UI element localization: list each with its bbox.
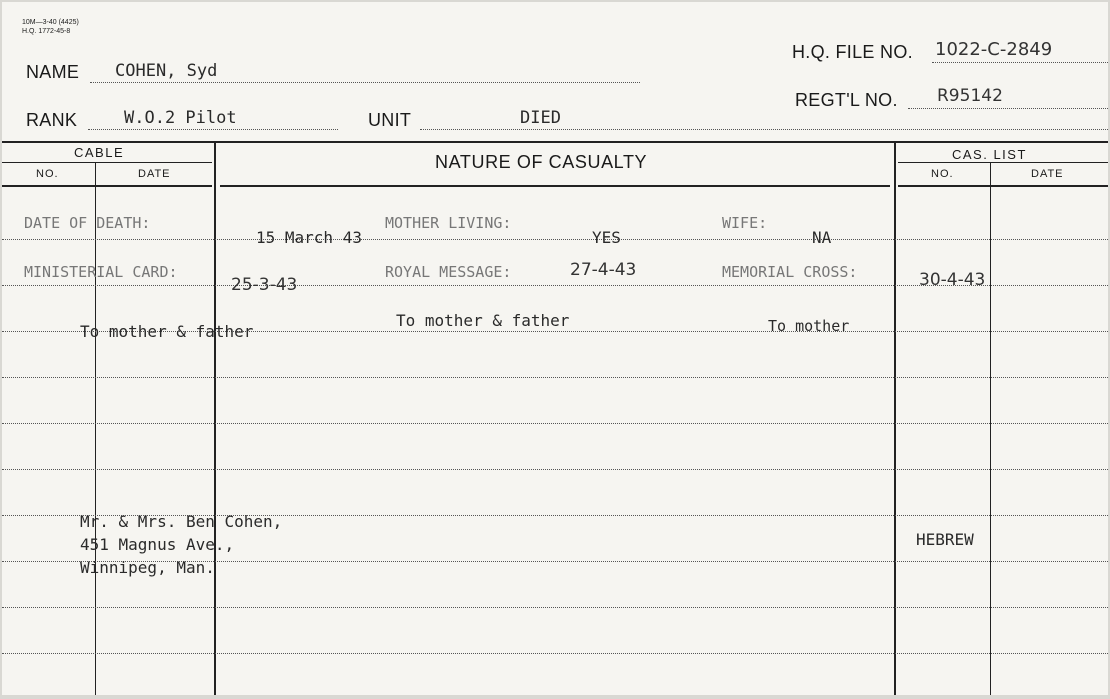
next-of-kin-address: [80, 510, 282, 579]
hq-file-label: H.Q. FILE NO.: [792, 42, 913, 62]
table-top-rule: [2, 141, 1108, 143]
row-rule-10: [2, 653, 1108, 654]
cable-date-header: DATE: [138, 168, 171, 180]
cas-left-rule: [894, 141, 896, 695]
cable-no-header: NO.: [36, 168, 59, 180]
religion-value: HEBREW: [916, 530, 974, 549]
regtl-value: R95142: [937, 86, 1003, 106]
casualty-card: [2, 2, 1108, 695]
row-rule-6: [2, 469, 1108, 470]
cross-recipient: To mother: [768, 317, 850, 335]
cas-no-header: NO.: [931, 168, 954, 180]
address-line-1: Mr. & Mrs. Ben Cohen,: [80, 512, 283, 531]
ministerial-card-label: MINISTERIAL CARD:: [24, 263, 178, 281]
address-line-2: 451 Magnus Ave.,: [80, 535, 235, 554]
royal-recipient: To mother & father: [396, 311, 570, 330]
ministerial-card-value: 25-3-43: [231, 275, 298, 295]
cas-head-rule: [898, 185, 1108, 187]
address-line-3: Winnipeg, Man.: [80, 558, 215, 577]
row-rule-9: [2, 607, 1108, 608]
cable-sub-rule: [2, 162, 212, 163]
wife-value: NA: [812, 228, 832, 247]
cable-head-rule: [2, 185, 212, 187]
rank-underline: [88, 129, 338, 130]
memorial-cross-value: 30-4-43: [919, 270, 986, 290]
ministerial-recipient: To mother & father: [80, 322, 254, 341]
cas-divider: [990, 162, 991, 695]
rank-value: W.O.2 Pilot: [124, 108, 237, 128]
name-value: COHEN, Syd: [115, 61, 218, 81]
cable-right-rule: [214, 141, 216, 695]
form-code: [22, 18, 79, 36]
nature-head-rule: [220, 185, 890, 187]
hq-file-underline: [932, 62, 1108, 63]
regtl-label: REGT'L NO.: [795, 90, 898, 110]
cas-sub-rule: [898, 162, 1108, 163]
nature-header: NATURE OF CASUALTY: [435, 152, 648, 172]
cable-header: CABLE: [74, 145, 125, 160]
unit-underline: [420, 129, 1108, 130]
royal-message-label: ROYAL MESSAGE:: [385, 263, 512, 281]
unit-value: DIED: [520, 108, 561, 128]
row-rule-5: [2, 423, 1108, 424]
unit-label: UNIT: [368, 110, 412, 130]
name-label: NAME: [26, 62, 80, 82]
mother-living-label: MOTHER LIVING:: [385, 214, 512, 232]
date-of-death-value: 15 March 43: [256, 228, 362, 247]
mother-living-value: YES: [592, 228, 621, 247]
name-underline: [90, 82, 640, 83]
wife-label: WIFE:: [722, 214, 768, 232]
row-rule-4: [2, 377, 1108, 378]
date-of-death-label: DATE OF DEATH:: [24, 214, 151, 232]
row-rule-1: [2, 239, 1108, 240]
regtl-underline: [908, 108, 1108, 109]
form-code-line1: 10M—3-40 (4425): [22, 19, 79, 26]
hq-file-value: 1022-C-2849: [935, 39, 1053, 60]
form-code-line2: H.Q. 1772-45-8: [22, 28, 71, 35]
cas-list-header: CAS. LIST: [952, 147, 1027, 162]
cable-divider: [95, 162, 96, 695]
rank-label: RANK: [26, 110, 78, 130]
memorial-cross-label: MEMORIAL CROSS:: [722, 263, 858, 281]
royal-message-value: 27-4-43: [570, 260, 637, 280]
cas-date-header: DATE: [1031, 168, 1064, 180]
